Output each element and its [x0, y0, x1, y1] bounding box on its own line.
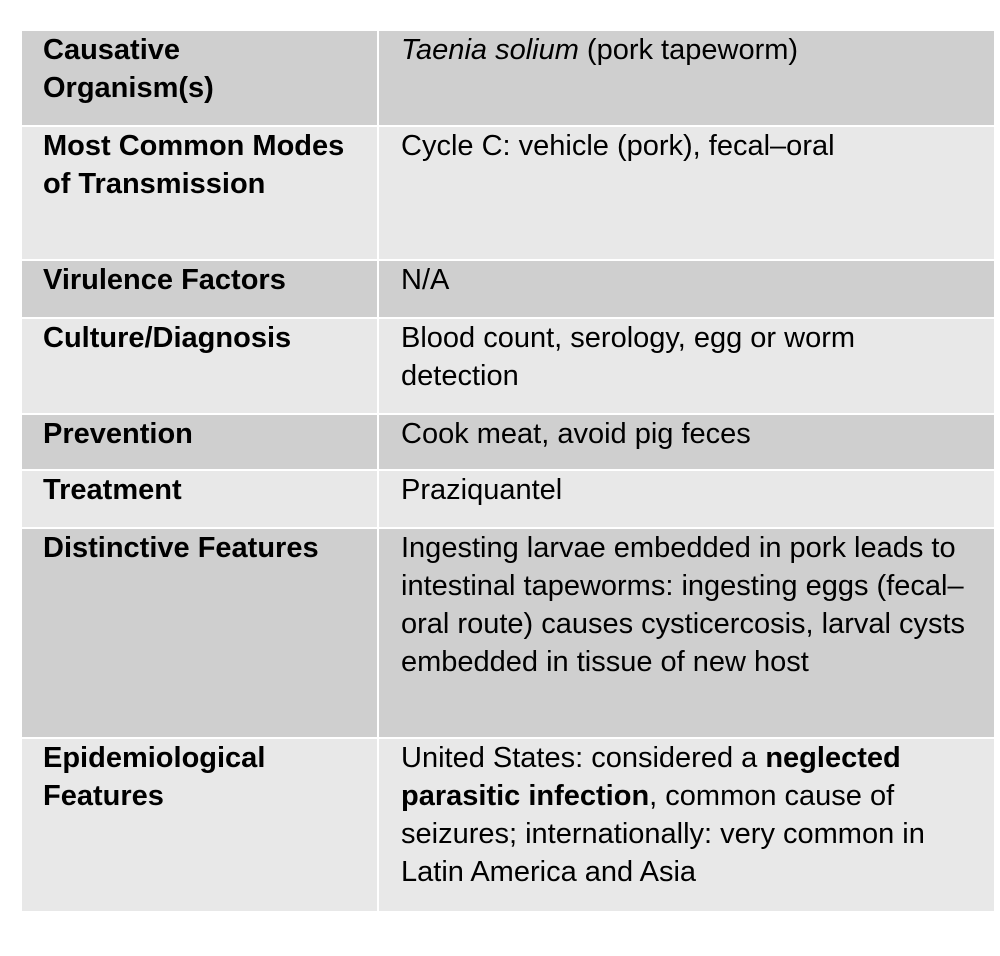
- value-segment: , common cause of seizures; internationally: very common in Latin America and Asia: [401, 780, 925, 888]
- row-label: Prevention: [21, 414, 378, 470]
- value-segment: United States: considered a: [401, 742, 766, 774]
- value-segment: (pork tapeworm): [578, 34, 799, 66]
- row-value: [378, 260, 995, 318]
- table-row: [21, 260, 995, 318]
- disease-summary-table: [20, 29, 996, 913]
- row-label: Most Common Modes of Transmission: [21, 126, 378, 260]
- row-label: Causative Organism(s): [21, 30, 378, 126]
- value-segment: Praziquantel: [401, 474, 563, 506]
- row-label: Distinctive Features: [21, 528, 378, 738]
- row-value: [378, 318, 995, 414]
- value-segment: Taenia solium: [401, 34, 579, 66]
- table-row: [21, 470, 995, 528]
- table-row: [21, 318, 995, 414]
- value-segment: Blood count, serology, egg or worm detection: [401, 322, 856, 392]
- row-value: [378, 414, 995, 470]
- value-segment: Ingesting larvae embedded in pork leads to intestinal tapeworms: ingesting eggs (fecal–oral route) causes cysticercosis, larval cysts embedded in tissue of new host: [401, 532, 966, 678]
- table-row: [21, 126, 995, 260]
- table-row: [21, 528, 995, 738]
- table-row: [21, 738, 995, 912]
- value-segment: N/A: [401, 264, 450, 296]
- value-segment: Cycle C: vehicle (pork), fecal–oral: [401, 130, 835, 162]
- row-label: Epidemiological Features: [21, 738, 378, 912]
- row-value: [378, 738, 995, 912]
- value-segment: neglected parasitic infection: [401, 742, 901, 812]
- value-segment: Cook meat, avoid pig feces: [401, 418, 751, 450]
- row-value: [378, 126, 995, 260]
- table-row: [21, 30, 995, 126]
- row-label: Treatment: [21, 470, 378, 528]
- row-value: [378, 528, 995, 738]
- table-row: [21, 414, 995, 470]
- row-value: [378, 470, 995, 528]
- row-value: [378, 30, 995, 126]
- row-label: Culture/Diagnosis: [21, 318, 378, 414]
- row-label: Virulence Factors: [21, 260, 378, 318]
